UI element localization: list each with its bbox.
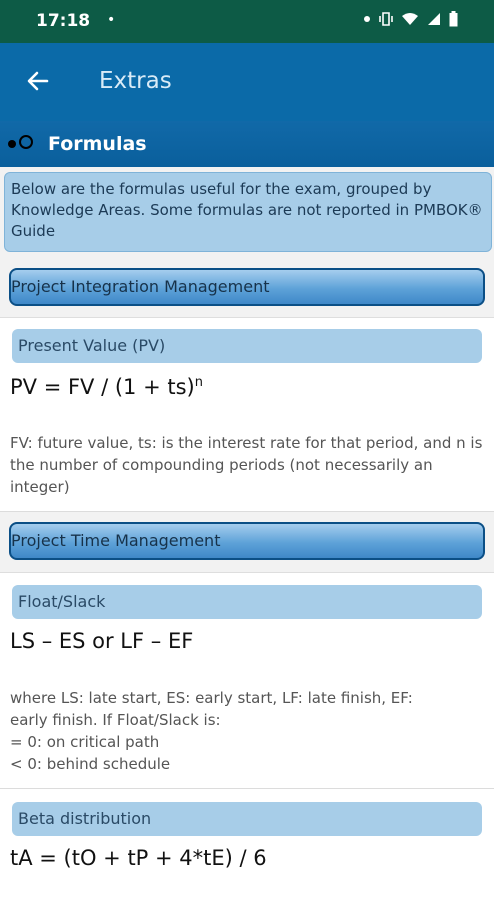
dot-icon [363, 15, 371, 23]
formula-description: FV: future value, ts: is the interest rate for that period, and n is the number of compounding periods (not necessarily an integer) [10, 434, 483, 496]
formula-name: Beta distribution [18, 809, 152, 828]
back-arrow-icon[interactable] [26, 69, 50, 97]
signal-icon [427, 12, 441, 26]
formula-expression-main: LS – ES or LF – EF [10, 629, 194, 653]
section-title: Formulas [48, 133, 147, 155]
formula-expression-exponent: n [194, 375, 203, 390]
formula-name: Float/Slack [18, 592, 106, 611]
status-icons [363, 11, 458, 27]
formula-card-present-value [0, 317, 494, 512]
formula-name-pill [12, 585, 482, 619]
radio-bullet-icon [6, 133, 38, 157]
section-header [0, 121, 494, 167]
formula-expression [10, 375, 203, 399]
formula-card-float-slack [0, 572, 494, 789]
status-notification-dot: • [107, 12, 116, 28]
formula-description [10, 687, 488, 775]
status-time: 17:18 [36, 11, 91, 31]
divider [0, 511, 494, 512]
formula-expression-main: tA = (tO + tP + 4*tE) / 6 [10, 846, 267, 870]
app-bar-title: Extras [99, 68, 172, 94]
knowledge-area-integration-button[interactable] [9, 268, 485, 306]
intro-text: Below are the formulas useful for the exam, grouped by Knowledge Areas. Some formulas are not reported in PMBOK® Guide [4, 172, 492, 252]
formula-name-pill [12, 329, 482, 363]
knowledge-area-label: Project Time Management [11, 531, 221, 550]
vibrate-icon [379, 11, 393, 27]
knowledge-area-label: Project Integration Management [11, 277, 270, 296]
battery-icon [449, 11, 458, 27]
knowledge-area-time-button[interactable] [9, 522, 485, 560]
formula-expression-main: PV = FV / (1 + ts) [10, 375, 195, 399]
formula-name-pill [12, 802, 482, 836]
formula-description-line: where LS: late start, ES: early start, LF: late finish, EF: [10, 689, 413, 707]
formula-name: Present Value (PV) [18, 336, 166, 355]
formula-description-line: < 0: behind schedule [10, 755, 171, 773]
app-bar [0, 43, 494, 121]
formula-expression [10, 846, 267, 870]
formula-card-beta-distribution [0, 789, 494, 900]
formula-description-line: early finish. If Float/Slack is: [10, 711, 221, 729]
formula-description-line: = 0: on critical path [10, 733, 160, 751]
formula-expression [10, 629, 193, 653]
wifi-icon [401, 12, 419, 26]
status-bar [0, 0, 494, 43]
